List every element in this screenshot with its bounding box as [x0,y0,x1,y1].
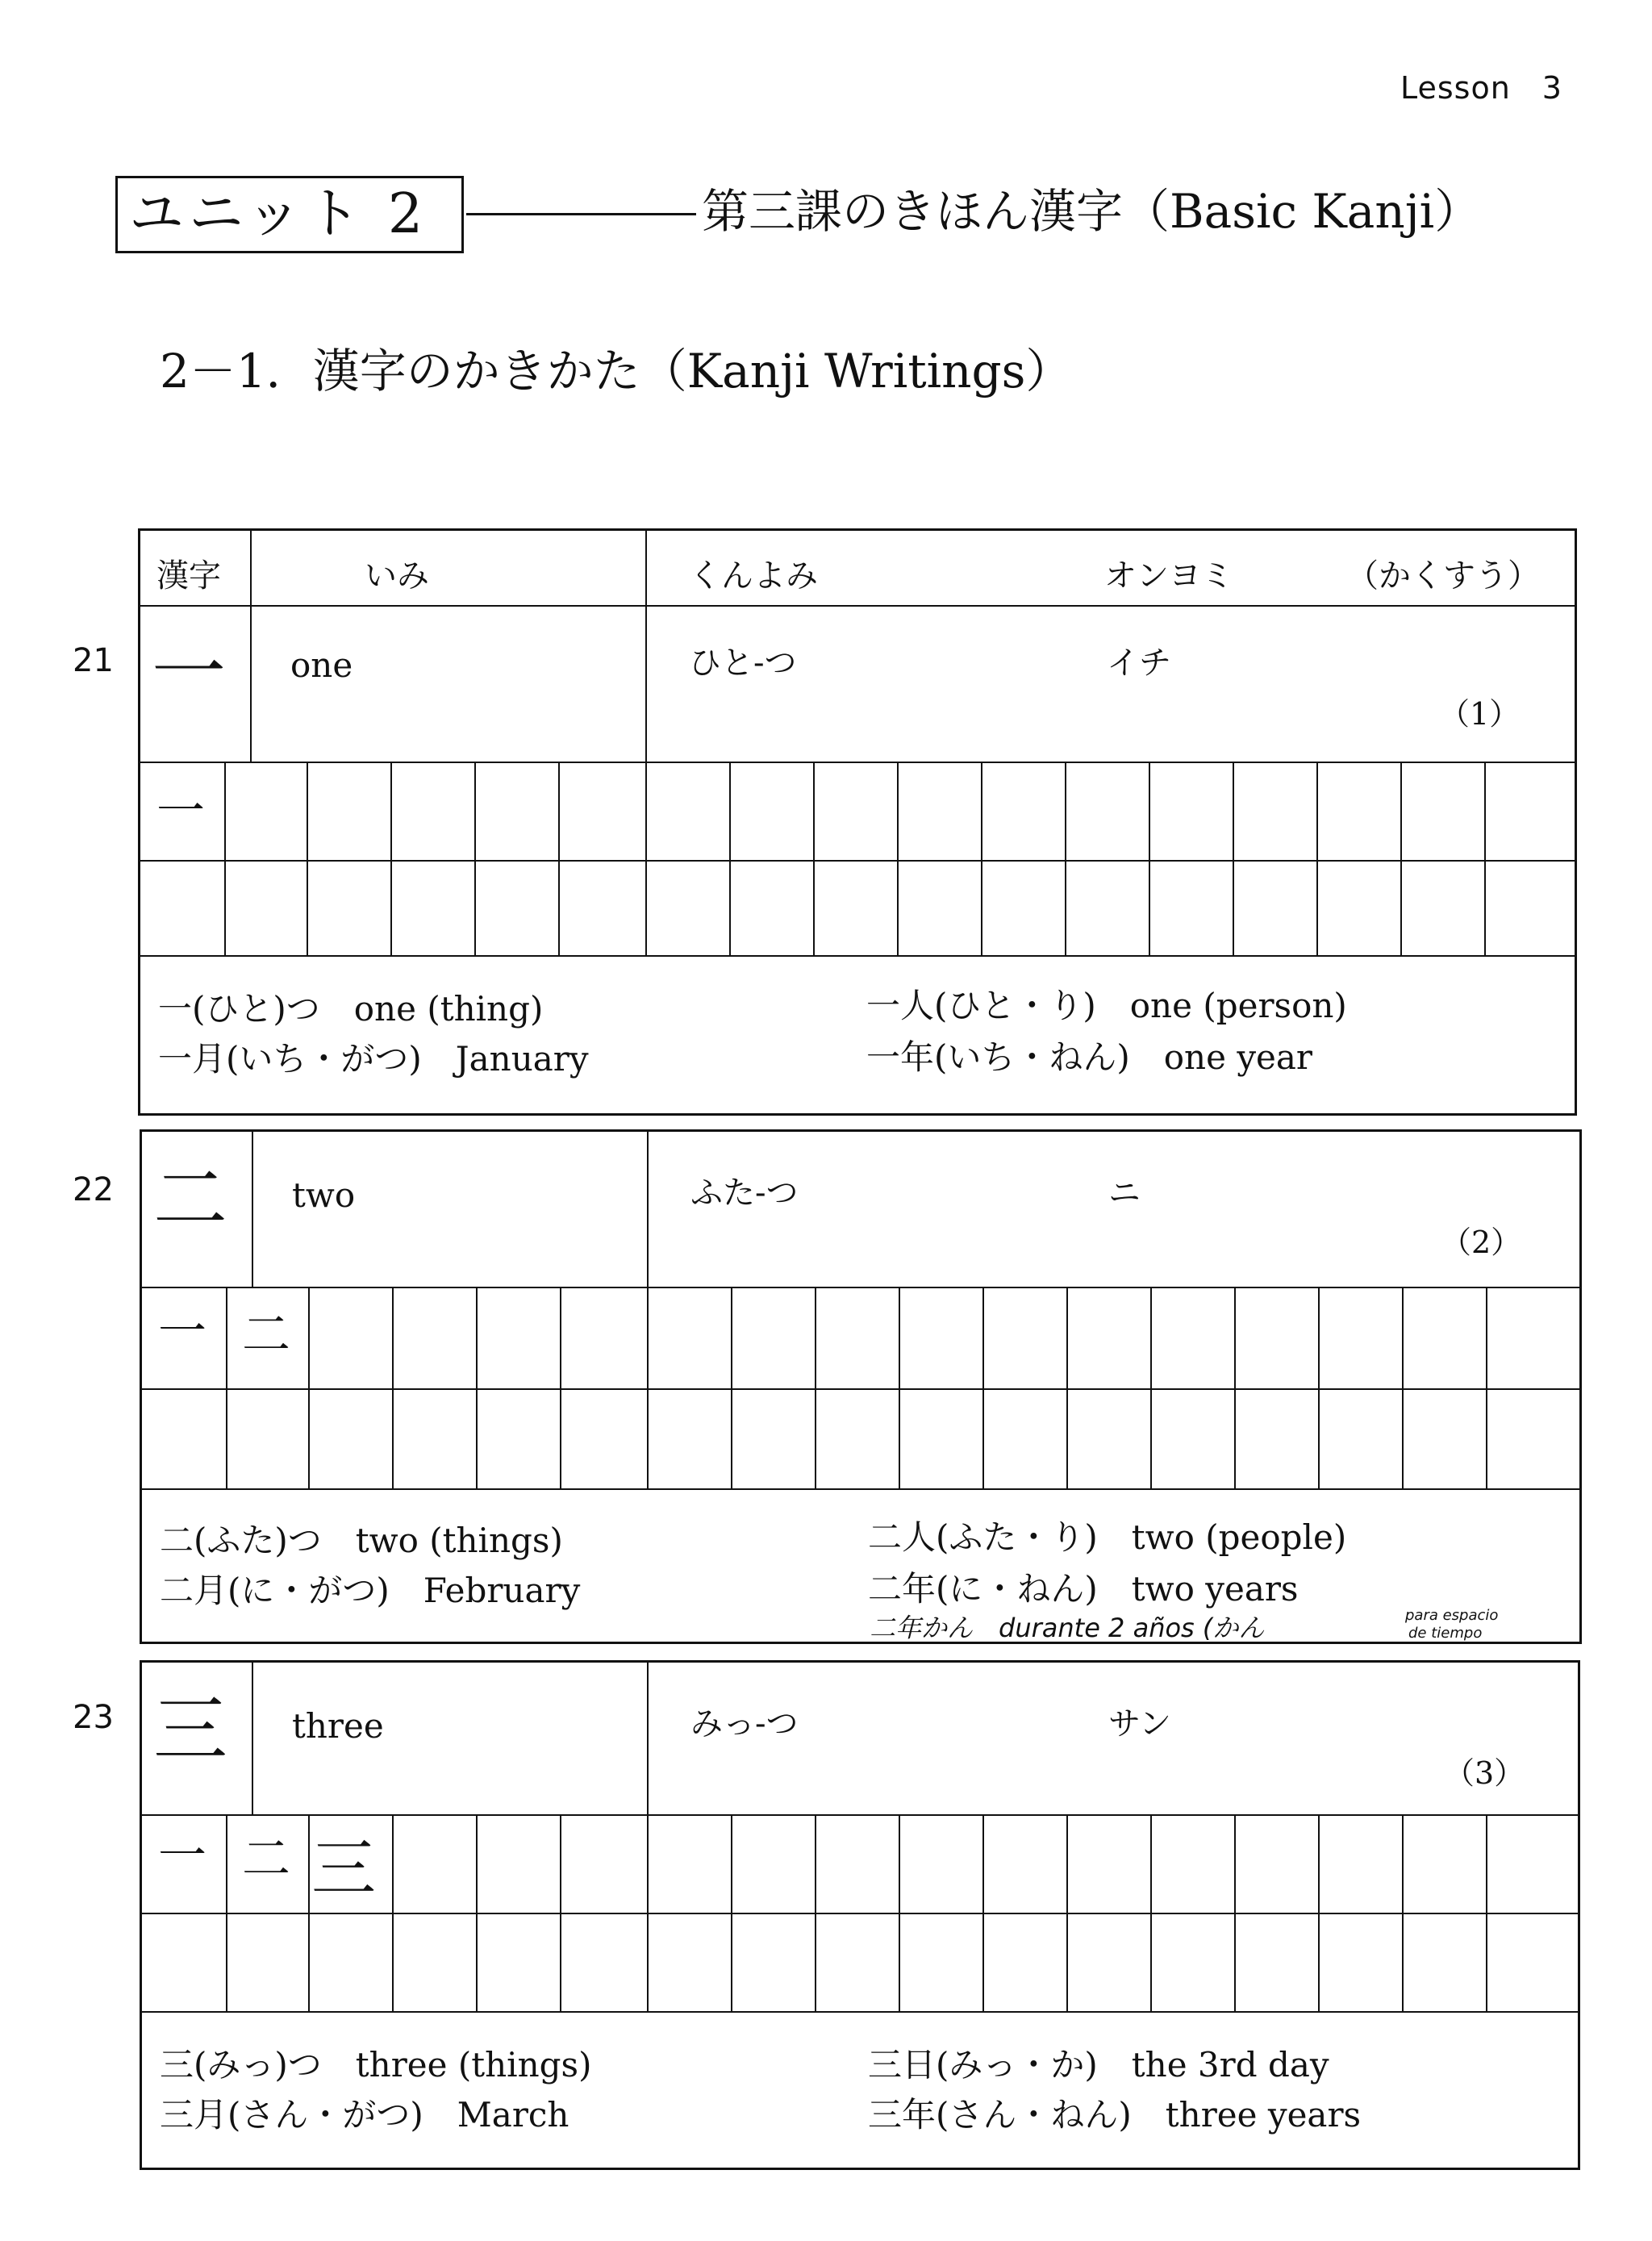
practice-grid-line [560,1287,561,1488]
header-kunyomi: くんよみ [689,557,818,595]
stroke-step: 一 [158,1828,206,1884]
practice-grid-line [982,1814,984,2011]
practice-grid-line [476,1287,478,1488]
practice-grid-line [647,1814,649,2011]
handwritten-note: 二年かん durante 2 años (かん [870,1613,1265,1643]
entry-number: 22 [73,1171,114,1208]
practice-grid-line [729,762,731,955]
practice-grid-line [1234,1814,1236,2011]
practice-grid-line [1318,1814,1320,2011]
kanji-card-1 [138,528,1577,1116]
header-kakusuu: （かくすう） [1346,557,1540,595]
practice-grid-line [1486,1814,1487,2011]
practice-grid-line [224,762,226,955]
practice-grid-line [647,1287,649,1488]
practice-grid-line [1316,762,1318,955]
practice-grid-line [558,762,560,955]
practice-grid-line [308,1287,310,1488]
unit-connector-line [466,213,696,215]
practice-grid-line [1234,1287,1236,1488]
stroke-step: 三 [311,1831,376,1906]
stroke-step: 一 [156,783,205,840]
example-right-2: 三年(さん・ねん) three years [868,2095,1362,2135]
header-imi: いみ [365,557,429,595]
example-right-2: 一年(いち・ねん) one year [866,1037,1313,1077]
practice-grid-line [731,1814,732,2011]
header-kanji: 漢字 [156,557,221,595]
practice-grid-line [815,1814,816,2011]
kanji-main: 一 [152,629,227,716]
example-right-1: 三日(みっ・か) the 3rd day [868,2045,1329,2085]
practice-grid-line [731,1287,732,1488]
practice-grid-line [1149,762,1150,955]
example-right-1: 一人(ひと・り) one (person) [866,986,1347,1025]
practice-grid-line [474,762,476,955]
kunyomi: ふた-つ [690,1175,799,1212]
practice-grid-line [815,1287,816,1488]
meaning: one [290,645,353,685]
practice-grid-line [308,1814,310,2011]
stroke-step: 二 [242,1307,290,1363]
onyomi: ニ [1108,1175,1141,1212]
practice-grid-line [226,1287,227,1488]
kanji-main: 三 [153,1687,228,1773]
header-onyomi: オンヨミ [1104,557,1233,595]
section-title: 2－1．漢字のかきかた（Kanji Writings） [160,344,1073,399]
practice-grid-line [982,1287,984,1488]
example-left-1: 一(ひと)つ one (thing) [158,989,544,1029]
practice-grid-line [1150,1287,1152,1488]
meaning: two [292,1175,356,1215]
example-left-1: 三(みっ)つ three (things) [160,2045,592,2085]
practice-grid-line [1066,1814,1068,2011]
practice-grid-line [1318,1287,1320,1488]
practice-grid-line [392,1814,394,2011]
example-left-2: 三月(さん・がつ) March [160,2095,569,2135]
example-left-1: 二(ふた)つ two (things) [160,1521,563,1560]
kunyomi: みっ-つ [690,1705,799,1742]
stroke-step: 一 [158,1304,206,1360]
stroke-step: 二 [242,1831,290,1888]
practice-grid-line [1065,762,1066,955]
onyomi: イチ [1107,645,1171,682]
example-left-2: 二月(に・がつ) February [160,1571,581,1610]
practice-grid-line [899,1287,900,1488]
example-left-2: 一月(いち・がつ) January [158,1039,589,1079]
entry-number: 21 [73,642,114,679]
practice-grid-line [1402,1287,1404,1488]
lesson-label: Lesson 3 [1400,70,1562,106]
practice-grid-line [1402,1814,1404,2011]
practice-grid-line [1484,762,1486,955]
stroke-count: （3） [1444,1755,1525,1791]
handwritten-note-small: de tiempo [1408,1625,1483,1642]
kanji-card-2 [140,1129,1582,1644]
practice-grid-line [1233,762,1234,955]
practice-grid-line [1150,1814,1152,2011]
practice-grid-line [1486,1287,1487,1488]
practice-grid-line [390,762,392,955]
practice-grid-line [645,762,647,955]
entry-number: 23 [73,1699,114,1736]
unit-title: 第三課のきほん漢字（Basic Kanji） [702,184,1482,239]
practice-grid-line [392,1287,394,1488]
kanji-card-3 [140,1660,1580,2170]
example-right-1: 二人(ふた・り) two (people) [868,1517,1347,1557]
example-right-2: 二年(に・ねん) two years [868,1569,1299,1609]
practice-grid-line [226,1814,227,2011]
unit-box: ユニット 2 [115,176,464,253]
meaning: three [292,1706,384,1746]
onyomi: サン [1108,1705,1171,1742]
practice-grid-line [1400,762,1402,955]
kanji-main: 二 [153,1156,228,1242]
kunyomi: ひと-つ [689,645,797,682]
practice-grid-line [899,1814,900,2011]
practice-grid-line [1066,1287,1068,1488]
stroke-count: （1） [1439,696,1521,732]
practice-grid-line [476,1814,478,2011]
practice-grid-line [813,762,815,955]
practice-grid-line [560,1814,561,2011]
practice-grid-line [307,762,308,955]
practice-grid-line [897,762,899,955]
stroke-count: （2） [1441,1225,1522,1260]
handwritten-note-small: para espacio [1405,1607,1499,1624]
practice-grid-line [981,762,982,955]
